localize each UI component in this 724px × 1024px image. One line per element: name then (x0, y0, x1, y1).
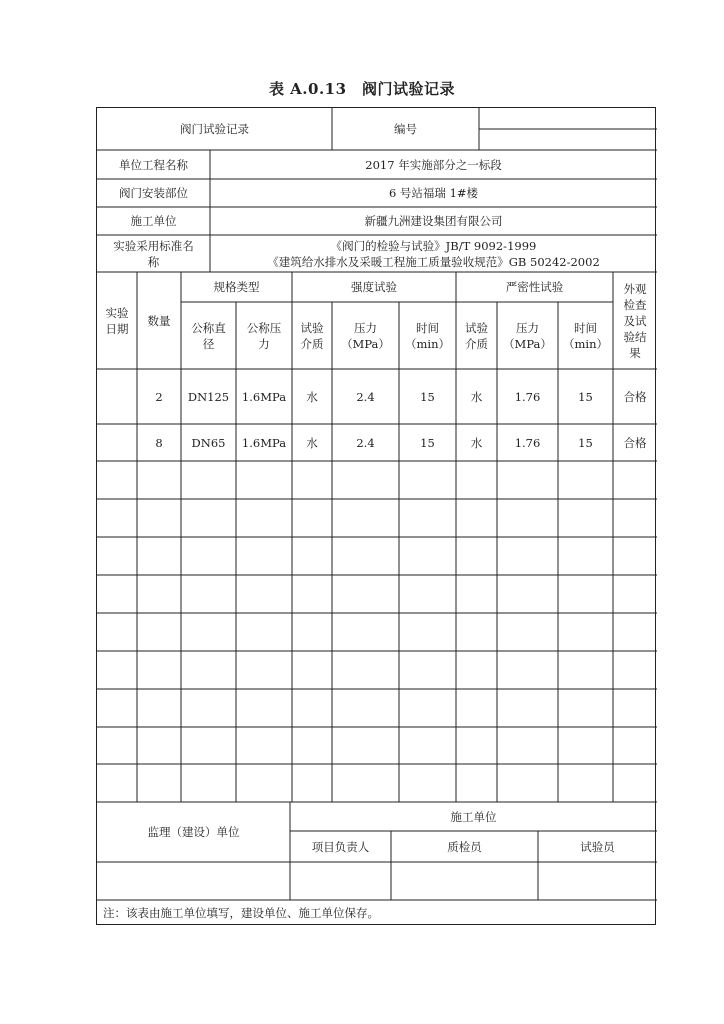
project-name-label: 单位工程名称 (119, 157, 188, 172)
record-label: 阀门试验记录 (180, 122, 249, 136)
supervisor-signature-field[interactable] (97, 862, 290, 900)
col-test-date-line2: 日期 (105, 321, 129, 336)
standard-line1: 《阀门的检验与试验》JB/T 9092-1999 (330, 238, 537, 253)
number-field-1[interactable] (479, 108, 657, 129)
col-strength-time-line1: 时间 (416, 320, 439, 335)
row2-result: 合格 (623, 435, 647, 450)
standard-line2: 《建筑给水排水及采暖工程施工质量验收规范》GB 50242-2002 (267, 254, 600, 269)
col-spec-group: 规格类型 (213, 280, 260, 294)
col-appearance-line4: 验结 (623, 329, 647, 344)
number-label: 编号 (394, 122, 417, 136)
project-lead-label: 项目负责人 (311, 839, 370, 854)
form-note: 注：该表由施工单位填写，建设单位、施工单位保存。 (103, 906, 379, 920)
tester-label: 试验员 (580, 839, 615, 854)
install-location-label: 阀门安装部位 (119, 186, 188, 200)
col-strength-pressure-line1: 压力 (354, 320, 377, 335)
col-tightness-time-line2: （min） (563, 336, 608, 351)
contractor-unit-label: 施工单位 (450, 809, 497, 824)
col-nominal-diameter (181, 302, 236, 369)
col-appearance-line1: 外观 (623, 281, 647, 296)
col-nominal-diameter-line1: 公称直 (191, 320, 226, 335)
project-lead-signature-field[interactable] (290, 862, 391, 900)
row1-strength-time: 15 (420, 389, 435, 404)
col-tightness-time (558, 302, 613, 369)
row1-result: 合格 (623, 389, 647, 404)
col-test-date-line1: 实验 (105, 305, 129, 320)
col-appearance-line2: 检查 (623, 297, 647, 312)
col-tightness-medium-line1: 试验 (465, 320, 488, 335)
row1-tightness-medium: 水 (470, 389, 483, 404)
col-nominal-pressure-line2: 力 (258, 336, 270, 351)
col-strength-group: 强度试验 (351, 280, 397, 294)
valve-test-record-form (96, 107, 656, 925)
inspector-signature-field[interactable] (391, 862, 538, 900)
row2-tightness-time: 15 (578, 435, 593, 450)
page-title: 表 A.0.13 阀门试验记录 (268, 80, 456, 98)
standard-value (210, 235, 657, 272)
row1-nominal-diameter: DN125 (187, 389, 230, 404)
row1-tightness-pressure: 1.76 (514, 389, 541, 404)
col-tightness-medium (456, 302, 497, 369)
col-tightness-pressure-line1: 压力 (516, 320, 539, 335)
row1-tightness-time: 15 (578, 389, 593, 404)
tester-signature-field[interactable] (538, 862, 657, 900)
inspector-label: 质检员 (447, 839, 482, 854)
row2-nominal-diameter: DN65 (191, 435, 226, 450)
row1-strength-pressure: 2.4 (356, 389, 375, 404)
col-strength-medium (292, 302, 332, 369)
col-tightness-pressure-line2: （MPa） (503, 336, 552, 351)
row2-tightness-pressure: 1.76 (514, 435, 541, 450)
install-location-value: 6 号站福瑞 1#楼 (388, 186, 479, 200)
supervisor-unit-label: 监理（建设）单位 (147, 825, 240, 839)
col-strength-time-line2: （min） (405, 336, 450, 351)
col-nominal-pressure-line1: 公称压 (246, 320, 282, 335)
col-appearance-line3: 及试 (623, 313, 647, 328)
number-field-2[interactable] (479, 129, 657, 150)
row2-strength-pressure: 2.4 (356, 435, 375, 450)
col-quantity: 数量 (147, 313, 171, 328)
standard-label-line1: 实验采用标准名 (113, 238, 194, 253)
row1-strength-medium: 水 (306, 389, 318, 404)
col-tightness-pressure (497, 302, 558, 369)
col-strength-medium-line2: 介质 (300, 336, 324, 351)
standard-label-line2: 称 (147, 254, 160, 269)
col-strength-medium-line1: 试验 (300, 320, 324, 335)
row1-nominal-pressure: 1.6MPa (241, 389, 287, 404)
col-tightness-group: 严密性试验 (505, 280, 564, 294)
col-appearance-result (613, 272, 657, 369)
row2-strength-medium: 水 (306, 435, 318, 450)
row2-date (97, 424, 137, 461)
col-appearance-line5: 果 (629, 345, 641, 360)
row1-qty: 2 (155, 389, 163, 404)
project-name-value: 2017 年实施部分之一标段 (365, 157, 502, 172)
col-tightness-time-line1: 时间 (574, 320, 597, 335)
col-strength-pressure-line2: （MPa） (341, 336, 390, 351)
col-strength-time (399, 302, 456, 369)
row2-nominal-pressure: 1.6MPa (241, 435, 287, 450)
row2-strength-time: 15 (420, 435, 435, 450)
col-test-date (97, 272, 137, 369)
col-nominal-diameter-line2: 径 (202, 336, 215, 351)
contractor-value: 新疆九洲建设集团有限公司 (364, 214, 503, 228)
col-strength-pressure (332, 302, 399, 369)
col-tightness-medium-line2: 介质 (465, 336, 488, 351)
row2-qty: 8 (155, 435, 163, 450)
row2-tightness-medium: 水 (470, 435, 483, 450)
row1-date (97, 369, 137, 424)
standard-label (97, 235, 210, 272)
contractor-label: 施工单位 (130, 214, 177, 228)
col-nominal-pressure (236, 302, 292, 369)
